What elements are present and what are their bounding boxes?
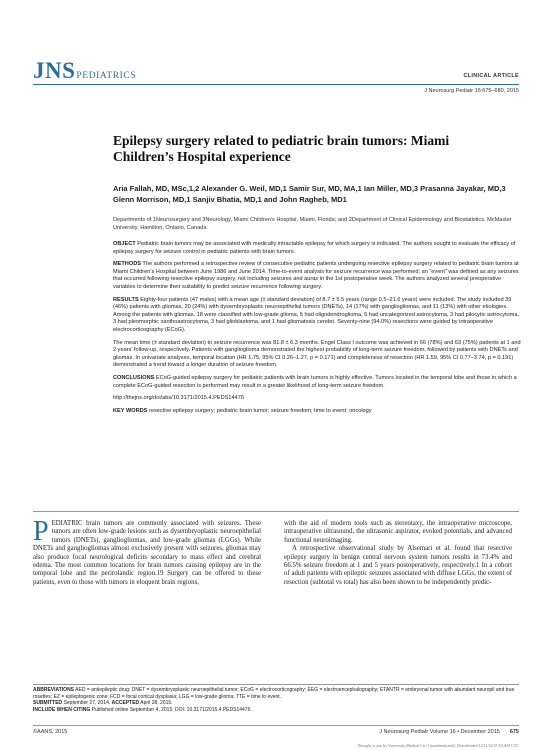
body-column-right	[284, 520, 512, 587]
abstract-objective	[113, 241, 521, 256]
methods-text: The authors performed a retrospective review of consecutive pediatric patients undergoing resective epilepsy surgery related to pediatric brain tumors at Miami Children’s Hospital between June 1986 and June 2014. Time-to-event analysis for seizure recurrence was performed; an “event” was defined as any seizures that occurred following resective epilepsy surgery, not including seizures and auras in the 1st postoperative week. The authors analyzed several preoperative variables to determine their suitability to predict seizure recurrence following surgery.	[113, 261, 519, 290]
page-footer	[379, 729, 519, 735]
download-watermark: Brought to you by University Medical Ctr | Unauthenticated | Downloaded 12/11/24 05:54 AM UTC	[358, 743, 519, 748]
abbreviations	[33, 687, 519, 700]
right-paragraph-2: A retrospective observational study by Alsemari et al. found that resective epilepsy surgery in benign central nervous system tumors results in 73.4% and 66.5% seizure freedom at 1 and 5 years postoperatively, respectively.1 In a cohort of adult patients with epileptic seizures associated with diffuse LGGs, the extent of resection (subtotal vs total) has also been shown to be independently predic-	[284, 545, 512, 586]
page-footer-divider	[33, 725, 519, 726]
abstract	[113, 241, 521, 420]
author-list: Aria Fallah, MD, MSc,1,2 Alexander G. Weil, MD,1 Samir Sur, MD, MA,1 Ian Miller, MD,3 Prasanna Jayakar, MD,3 Glenn Morrison, MD,1 Sanjiv Bhatia, MD,1 and John Ragheb, MD1	[113, 184, 506, 204]
page-number: 675	[509, 729, 519, 735]
methods-label: METHODS	[113, 261, 141, 268]
article-type: CLINICAL ARTICLE	[463, 73, 519, 79]
conclusions-label: CONCLUSIONS	[113, 374, 155, 381]
include-text: Published online September 4, 2015; DOI: 10.3171/2015.4.PEDS14476.	[91, 706, 252, 713]
copyright: ©AANS, 2015	[33, 729, 68, 735]
keywords-text: resective epilepsy surgery; pediatric brain tumor; seizure freedom; time to event; oncology	[148, 407, 372, 414]
journal-volume: J Neurosurg Pediatr Volume 16 • December 2015	[379, 729, 500, 735]
intro-paragraph	[33, 516, 261, 587]
footnote-divider	[33, 684, 519, 685]
conclusions-text: ECoG-guided epilepsy surgery for pediatric patients with brain tumors is highly effective. Tumors located in the temporal lobe and those in which a complete ECoG-guided resection is performed may result in a greater likelihood of long-term seizure freedom.	[113, 374, 517, 389]
right-paragraph-1: with the aid of modern tools such as stereotaxy, the intraoperative microscope, intraoperative ultrasound, the ultrasonic aspirator, evoked potentials, and advanced functional neuroimaging.	[284, 520, 512, 544]
footnotes	[33, 687, 519, 713]
accepted-date: April 28, 2015.	[140, 700, 173, 707]
citation-info	[33, 707, 519, 714]
header-divider	[33, 84, 519, 85]
abstract-divider	[33, 511, 519, 512]
results-text: Eighty-four patients (47 males) with a mean age (± standard deviation) of 8.7 ± 5.5 years (range 0.5–21.6 years) were included. The study included 39 (46%) patients with gliomas, 20 (24%) with dysembryoplastic neuroepithelial tumors (DNETs), 14 (17%) with gangliogliomas, and 11 (13%) with other etiologies. Among the patients with gliomas, 18 were classified with low-grade glioma, 5 had oligodendroglioma, 6 had uncategorized astrocytoma, 3 had pilocytic astrocytoma, 3 had pleomorphic xanthoastrocytoma, 3 had glioblastoma, and 1 had gliomatosis cerebri. Seventy-nine (94.0%) resections were guided by intraoperative electrocorticography (ECoG).	[113, 296, 520, 333]
submission-dates	[33, 700, 519, 707]
keywords-label: KEY WORDS	[113, 407, 148, 414]
abstract-conclusions	[113, 375, 521, 390]
abstract-results-2: The mean time (± standard deviation) to seizure recurrence was 81.8 ± 6.3 months. Engel Class I outcome was achieved in 66 (78%) and 63 (75%) patients at 1 and 2 years’ follow-up, respectively. Patients with ganglioglioma demonstrated the highest probability of long-term seizure freedom, followed by patients with DNETs and gliomas. In univariate analyses, temporal location (HR 1.75, 95% CI 0.26–1.27, p = 0.171) and completeness of resection (HR 1.59, 95% CI 0.77–3.74, p = 0.191) demonstrated a trend toward a longer duration of seizure freedom.	[113, 339, 521, 369]
objective-label: OBJECT	[113, 241, 136, 247]
journal-logo	[33, 58, 136, 84]
abstract-results	[113, 297, 521, 335]
abbrev-text: AED = antiepileptic drug; DNET = dysembryoplastic neuroepithelial tumor; ECoG = electrocorticography; EEG = electroencephalography; ETANTR = embryonal tumor with abundant neuropil and true rosettes; EZ = epileptogenic zone; FCD = focal cortical dysplasia; LGG = low-grade glioma; TTE = time to event.	[33, 687, 515, 700]
accepted-label: ACCEPTED	[111, 700, 140, 707]
submitted-date: September 27, 2014.	[63, 700, 111, 707]
logo-sub: PEDIATRICS	[76, 71, 137, 81]
include-label: INCLUDE WHEN CITING	[33, 706, 91, 713]
intro-text: EDIATRIC brain tumors are commonly associated with seizures. These tumors are often low-grade lesions such as dysembryoplastic neuroepithelial tumors (DNETs), gangliogliomas, and low-grade gliomas (LGGs). While DNETs and gangliogliomas almost exclusively present with seizures, gliomas may also produce focal neurological deficits secondary to mass effect and cerebral edema. The most common locations for brain tumors causing epilepsy are in the temporal lobe and the perirolandic region.19 Surgery can be offered to these patients, even to those with tumors in eloquent brain regions,	[33, 520, 261, 586]
abstract-methods	[113, 261, 521, 291]
drop-cap: P	[33, 516, 49, 547]
keywords	[113, 408, 521, 416]
article-title: Epilepsy surgery related to pediatric brain tumors: Miami Children’s Hospital experience	[113, 133, 450, 164]
logo-main: JNS	[33, 58, 76, 83]
doi-link[interactable]: http://thejns.org/doi/abs/10.3171/2015.4.PEDS14476	[113, 395, 244, 402]
objective-text: Pediatric brain tumors may be associated with medically intractable epilepsy for which surgery is indicated. The authors sought to evaluate the efficacy of epilepsy surgery for seizure control in pediatric patients with brain tumors.	[113, 241, 516, 255]
header-citation: J Neurosurg Pediatr 16:675–680, 2015	[424, 88, 519, 94]
affiliations: Departments of 1Neurosurgery and 3Neurology, Miami Children’s Hospital, Miami, Florida; and 2Department of Clinical Epidemiology and Biostatistics, McMaster University, Hamilton, Ontario, Canada	[113, 217, 512, 231]
results-label: RESULTS	[113, 296, 139, 303]
body-column-left	[33, 516, 261, 587]
abbrev-label: ABBREVIATIONS	[33, 687, 75, 693]
submitted-label: SUBMITTED	[33, 700, 63, 707]
